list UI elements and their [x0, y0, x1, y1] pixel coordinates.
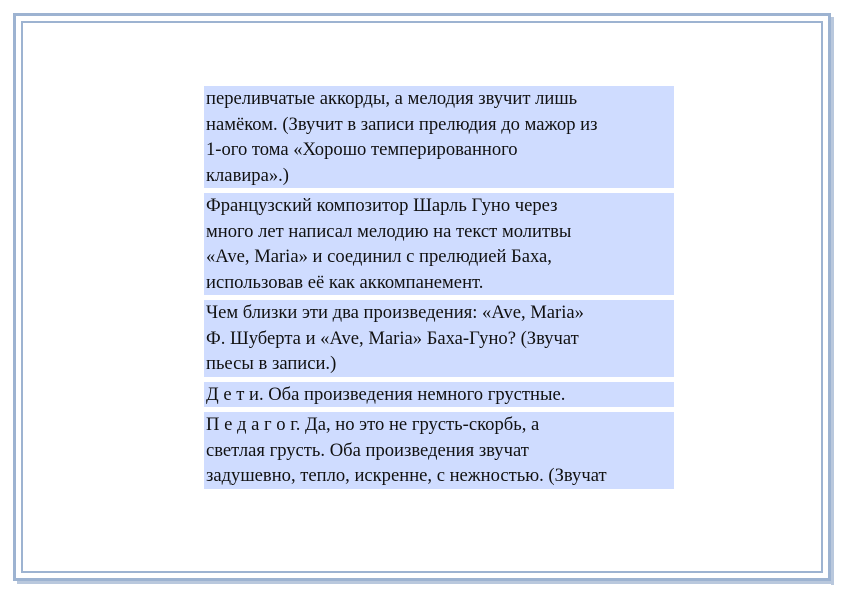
paragraph-3: Чем близки эти два произведения: «Ave, Maria» Ф. Шуберта и «Ave, Maria» Баха-Гуно? (Звучат пьесы в записи.) — [204, 300, 674, 377]
paragraph-4: Д е т и. Оба произведения немного грустные. — [204, 382, 674, 408]
text-block — [204, 86, 674, 489]
paragraph-2: Французский композитор Шарль Гуно через много лет написал мелодию на текст молитвы «Ave, Maria» и соединил с прелюдией Баха, использовав её как аккомпанемент. — [204, 193, 674, 295]
paragraph-1: переливчатые аккорды, а мелодия звучит лишь намёком. (Звучит в записи прелюдия до мажор из 1-ого тома «Хорошо темперированного клавира».) — [204, 86, 674, 188]
slide-shadow-right — [831, 17, 834, 585]
paragraph-5: П е д а г о г. Да, но это не грусть-скорбь, а светлая грусть. Оба произведения звучат задушевно, тепло, искренне, с нежностью. (Звучат — [204, 412, 674, 489]
slide-shadow-bottom — [17, 581, 834, 584]
